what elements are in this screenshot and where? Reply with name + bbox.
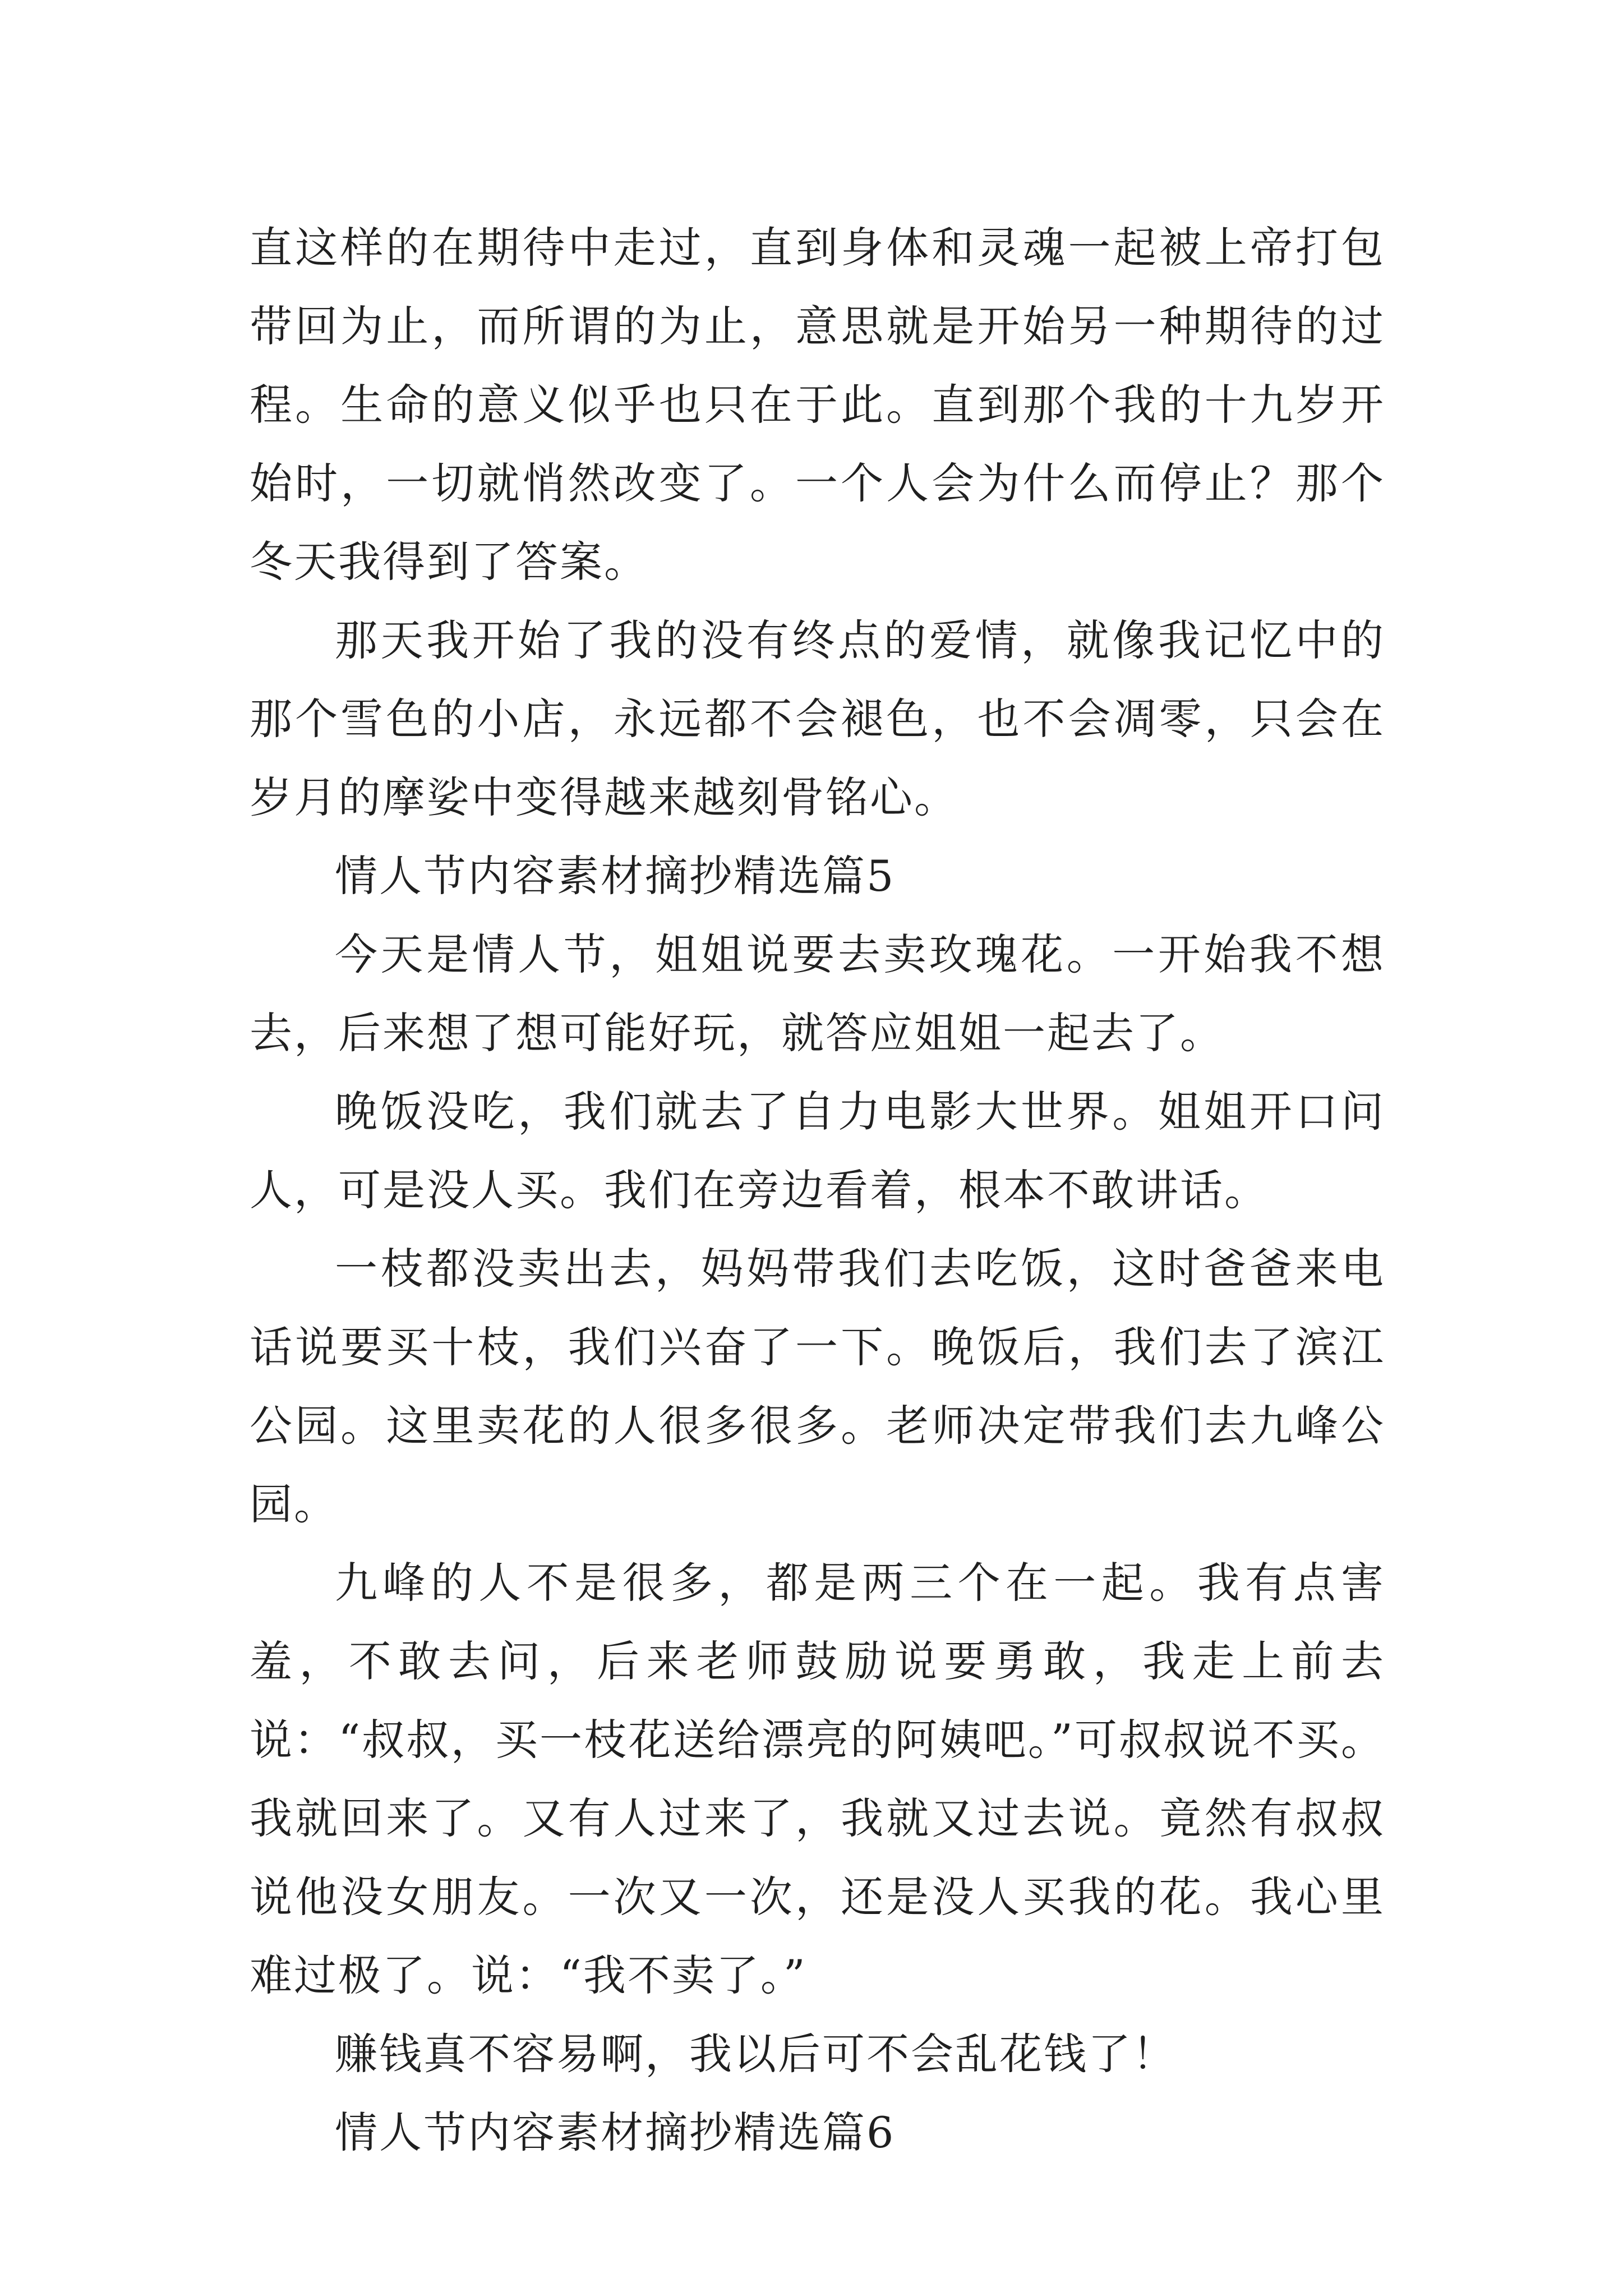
paragraph: 一枝都没卖出去，妈妈带我们去吃饭，这时爸爸来电话说要买十枝，我们兴奋了一下。晚饭后，我们去了滨江公园。这里卖花的人很多很多。老师决定带我们去九峰公园。 (250, 1244, 1385, 1529)
section-heading-6: 情人节内容素材摘抄精选篇6 (335, 2108, 896, 2157)
document-body (250, 209, 1385, 2172)
paragraph: 九峰的人不是很多，都是两三个在一起。我有点害羞，不敢去问，后来老师鼓励说要勇敢，我走上前去说：“叔叔，买一枝花送给漂亮的阿姨吧。”可叔叔说不买。我就回来了。又有人过来了，我就又过去说。竟然有叔叔说他没女朋友。一次又一次，还是没人买我的花。我心里难过极了。说：“我不卖了。” (250, 1558, 1385, 2000)
paragraph: 今天是情人节，姐姐说要去卖玫瑰花。一开始我不想去，后来想了想可能好玩，就答应姐姐一起去了。 (250, 930, 1385, 1058)
paragraph-continuation: 直这样的在期待中走过，直到身体和灵魂一起被上帝打包带回为止，而所谓的为止，意思就是开始另一种期待的过程。生命的意义似乎也只在于此。直到那个我的十九岁开始时，一切就悄然改变了。一个人会为什么而停止？那个冬天我得到了答案。 (250, 223, 1385, 587)
paragraph: 赚钱真不容易啊，我以后可不会乱花钱了！ (335, 2029, 1177, 2079)
section-heading-5: 情人节内容素材摘抄精选篇5 (335, 851, 896, 901)
paragraph: 晚饭没吃，我们就去了自力电影大世界。姐姐开口问人，可是没人买。我们在旁边看着，根本不敢讲话。 (250, 1087, 1385, 1215)
paragraph: 那天我开始了我的没有终点的爱情，就像我记忆中的那个雪色的小店，永远都不会褪色，也不会凋零，只会在岁月的摩娑中变得越来越刻骨铭心。 (250, 615, 1385, 822)
